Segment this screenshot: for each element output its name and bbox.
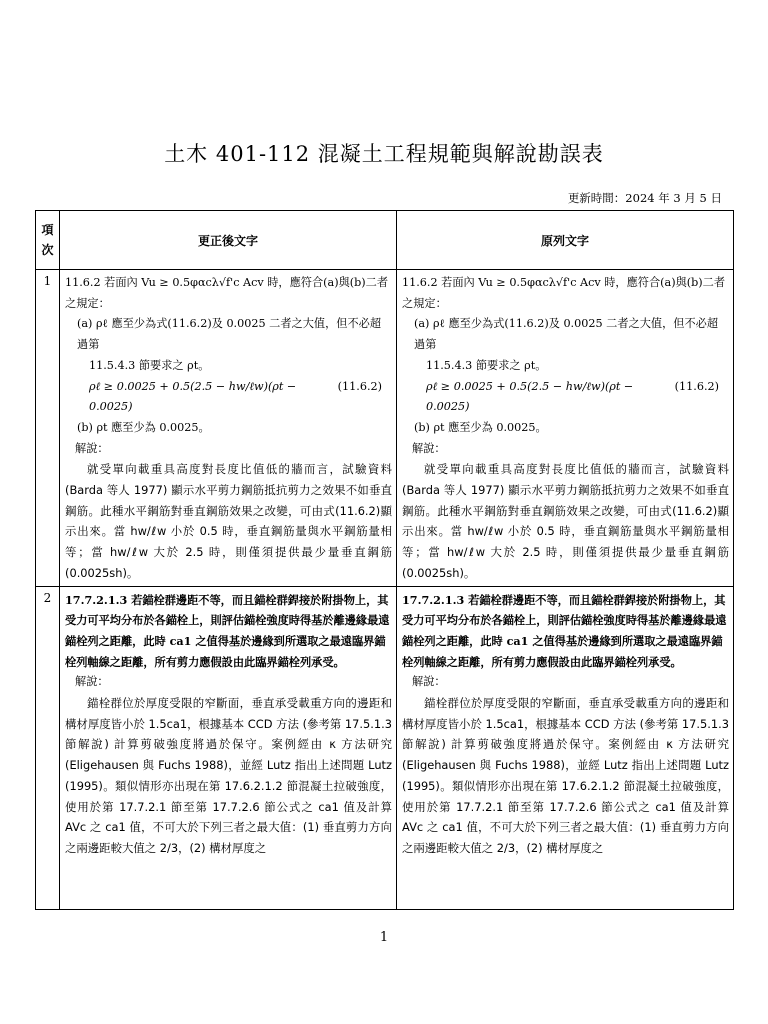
equation — [65, 377, 392, 418]
clause-item-a-cont: 11.5.4.3 節要求之 ρt。 — [89, 358, 210, 372]
row-number: 1 — [36, 270, 60, 587]
header-original: 原列文字 — [397, 211, 734, 270]
clause-item-a-cont: 11.5.4.3 節要求之 ρt。 — [426, 358, 547, 372]
clause-item-a: (a) ρℓ 應至少為式(11.6.2)及 0.0025 二者之大值，但不必超過第 — [414, 317, 719, 352]
clause-item-b: (b) ρt 應至少為 0.0025。 — [77, 420, 210, 434]
equation-text: ρℓ ≥ 0.0025 + 0.5(2.5 − hw/ℓw)(ρt − 0.0025) — [89, 379, 297, 414]
equation-text: ρℓ ≥ 0.0025 + 0.5(2.5 − hw/ℓw)(ρt − 0.0025) — [426, 379, 634, 414]
equation — [402, 377, 729, 418]
header-corrected: 更正後文字 — [60, 211, 397, 270]
table-row — [36, 270, 734, 587]
commentary-label: 解說： — [75, 675, 109, 689]
clause-item-a: (a) ρℓ 應至少為式(11.6.2)及 0.0025 二者之大值，但不必超過第 — [77, 317, 382, 352]
table-row — [36, 586, 734, 909]
commentary-text: 錨栓群位於厚度受限的窄斷面，垂直承受載重方向的邊距和構材厚度皆小於 1.5ca1，根據基本 CCD 方法 (參考第 17.5.1.3 節解說) 計算剪破強度將過於保守。案例經由 κ 方法研究 (Eligehausen 與 Fuchs 1988)，並經 Lutz 指出上述問題 Lutz (1995)。類似情形亦出現在第 17.6.2.1.2 節混凝土拉破強度，使用於第 17.7.2.1 節至第 17.7.2.6 節公式之 ca1 值及計算 AVc 之 ca1 值，不可大於下列三者之最大值：(1) 垂直剪力方向之兩邊距較大值之 2/3，(2) 構材厚度之 — [65, 696, 392, 855]
errata-table — [35, 210, 734, 910]
commentary-text: 就受單向載重具高度對長度比值低的牆而言，試驗資料 (Barda 等人 1977) 顯示水平剪力鋼筋抵抗剪力之效果不如垂直鋼筋。此種水平鋼筋對垂直鋼筋效果之改變，可由式(11.6.2)顯示出來。當 hw/ℓw 小於 0.5 時，垂直鋼筋量與水平鋼筋量相等；當 hw/ℓw 大於 2.5 時，則僅須提供最少量垂直鋼筋 (0.0025sh)。 — [402, 462, 729, 580]
original-text-cell — [397, 586, 734, 909]
document-title: 土木 401-112 混凝土工程規範與解說勘誤表 — [164, 142, 604, 166]
original-text-cell — [397, 270, 734, 587]
commentary-text: 就受單向載重具高度對長度比值低的牆而言，試驗資料 (Barda 等人 1977) 顯示水平剪力鋼筋抵抗剪力之效果不如垂直鋼筋。此種水平鋼筋對垂直鋼筋效果之改變，可由式(11.6.2)顯示出來。當 hw/ℓw 小於 0.5 時，垂直鋼筋量與水平鋼筋量相等；當 hw/ℓw 大於 2.5 時，則僅須提供最少量垂直鋼筋 (0.0025sh)。 — [65, 462, 392, 580]
header-item-no: 項次 — [36, 211, 60, 270]
table-header-row — [36, 211, 734, 270]
clause-item-b: (b) ρt 應至少為 0.0025。 — [414, 420, 547, 434]
row-number: 2 — [36, 586, 60, 909]
update-date: 更新時間：2024 年 3 月 5 日 — [567, 191, 722, 205]
commentary-text: 錨栓群位於厚度受限的窄斷面，垂直承受載重方向的邊距和構材厚度皆小於 1.5ca1，根據基本 CCD 方法 (參考第 17.5.1.3 節解說) 計算剪破強度將過於保守。案例經由 κ 方法研究 (Eligehausen 與 Fuchs 1988)，並經 Lutz 指出上述問題 Lutz (1995)。類似情形亦出現在第 17.6.2.1.2 節混凝土拉破強度，使用於第 17.7.2.1 節至第 17.7.2.6 節公式之 ca1 值及計算 AVc 之 ca1 值，不可大於下列三者之最大值：(1) 垂直剪力方向之兩邊距較大值之 2/3，(2) 構材厚度之 — [402, 696, 729, 855]
page-number: 1 — [379, 930, 389, 945]
equation-number: (11.6.2) — [337, 379, 382, 393]
clause-text: 17.7.2.1.3 若錨栓群邊距不等，而且錨栓群銲接於附掛物上，其受力可平均分布於各錨栓上，則評估錨栓強度時得基於離邊緣最遠錨栓列之距離，此時 ca1 之值得基於邊緣到所選取之最遠臨界錨栓列軸線之距離，所有剪力應假設由此臨界錨栓列承受。 — [402, 592, 727, 669]
equation-number: (11.6.2) — [674, 379, 719, 393]
clause-text: 17.7.2.1.3 若錨栓群邊距不等，而且錨栓群銲接於附掛物上，其受力可平均分布於各錨栓上，則評估錨栓強度時得基於離邊緣最遠錨栓列之距離，此時 ca1 之值得基於邊緣到所選取之最遠臨界錨栓列軸線之距離，所有剪力應假設由此臨界錨栓列承受。 — [65, 592, 390, 669]
corrected-text-cell — [60, 586, 397, 909]
clause-heading: 11.6.2 若面內 Vu ≥ 0.5φαcλ√f'c Acv 時，應符合(a)與(b)二者之規定： — [65, 276, 389, 310]
commentary-label: 解說： — [75, 441, 109, 455]
commentary-label: 解說： — [412, 675, 446, 689]
corrected-text-cell — [60, 270, 397, 587]
commentary-label: 解說： — [412, 441, 446, 455]
clause-heading: 11.6.2 若面內 Vu ≥ 0.5φαcλ√f'c Acv 時，應符合(a)與(b)二者之規定： — [402, 276, 726, 310]
